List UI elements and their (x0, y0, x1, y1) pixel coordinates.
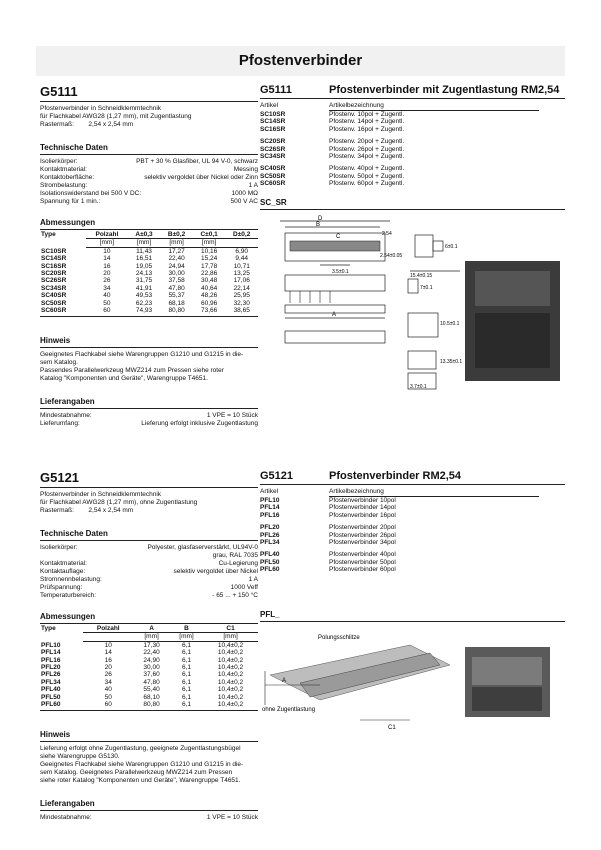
table-cell: 6,1 (182, 693, 192, 701)
table-cell: 10,4±0,2 (217, 671, 244, 679)
table-cell: 68,10 (143, 693, 160, 701)
table-cell: 30,48 (200, 277, 218, 285)
table-cell: 14 (104, 649, 112, 657)
table-cell: 26 (104, 671, 112, 679)
table-cell: 55,37 (168, 292, 185, 300)
list-item: SC40SR Pfostenv. 40pol + Zugentl. (260, 165, 405, 173)
table-row (40, 686, 258, 693)
table-cell: PFL14 (41, 649, 61, 657)
g5111-tech-list: Isolierkörper: PBT + 30 % Glasfiber, UL 94 V-0, schwarz Kontaktmaterial: Messing Kontaktoberfläche: selektiv vergoldet über Nickel oder Zinn Strombelastung: 1 A Isolationswiderstand bei 500 V DC: 1000 MΩ Spannung für 1 min.: 500 V AC (40, 158, 258, 205)
table-cell: 10,4±0,2 (217, 641, 244, 649)
table-cell: 10,4±0,2 (217, 693, 244, 701)
g5111-hint-1: Geeignetes Flachkabel siehe Warengruppen G1210 und G1215 in die- (40, 351, 244, 359)
table-row (40, 300, 258, 307)
table-cell: 16 (103, 262, 111, 270)
list-item: PFL10 Pfostenverbinder 10pol (260, 497, 396, 504)
list-item: SC60SR Pfostenv. 60pol + Zugentl. (260, 180, 405, 188)
g5111-article-list (260, 111, 565, 188)
g5121-right-header: G5121 Pfostenverbinder RM2,54 (260, 470, 462, 482)
label-c1: C1 (388, 724, 396, 731)
table-cell: 50 (104, 693, 112, 701)
g5121-tech-list: Isolierkörper: Polyester, glasfaserverstärkt, UL94V-0 grau, RAL 7035 Kontaktmaterial: Cu-Legierung Kontaktauflage: selektiv vergoldet über Nickel Stromnennbelastung: 1 A Prüfspannung: 1000 Veff Temperaturbereich: - 65 ... + 150 °C (40, 544, 258, 599)
dim-pitch: 2.54 (382, 230, 392, 237)
table-cell: PFL40 (41, 686, 61, 694)
table-cell: 6,1 (182, 701, 192, 709)
g5111-delivery-2: Lieferumfang: Lieferung erfolgt inklusive Zugentlastung (40, 420, 258, 428)
table-cell: PFL20 (41, 664, 61, 672)
table-cell: 32,30 (233, 299, 250, 307)
dim-pitch-tol: 2.54±0.05 (380, 252, 403, 259)
table-cell: 6,1 (182, 664, 192, 672)
g5111-art-colheads: Artikel Artikelbezeichnung (260, 102, 384, 109)
dim-c: C (336, 233, 341, 240)
dim-d: D (318, 215, 323, 222)
table-cell: 40 (104, 686, 112, 694)
table-cell: 25,95 (233, 292, 250, 300)
table-cell: 14 (103, 255, 111, 263)
table-cell: 19,05 (135, 262, 153, 270)
list-item: PFL20 Pfostenverbinder 20pol (260, 524, 396, 532)
table-cell: PFL50 (41, 693, 61, 701)
table-cell: 10,4±0,2 (217, 656, 244, 664)
list-item: SC14SR Pfostenv. 14pol + Zugentl. (260, 118, 405, 126)
table-cell: SC20SR (41, 270, 67, 278)
table-cell: SC60SR (41, 307, 67, 315)
dim-3-7: 3.7±0.1 (410, 383, 427, 390)
g5121-delivery-title: Lieferangaben (40, 799, 95, 809)
table-cell: 10,4±0,2 (217, 686, 244, 694)
g5121-hint-title: Hinweis (40, 730, 71, 740)
table-cell: 31,75 (135, 277, 153, 285)
table-cell: 11,43 (136, 247, 152, 255)
g5121-dim-title: Abmessungen (40, 612, 96, 621)
list-item: PFL34 Pfostenverbinder 34pol (260, 539, 396, 547)
table-row (40, 671, 258, 678)
table-cell: 10,4±0,2 (217, 701, 244, 709)
table-cell: 40,64 (200, 284, 218, 292)
list-item: PFL16 Pfostenverbinder 16pol (260, 511, 396, 519)
g5111-desc-2: für Flachkabel AWG28 (1,27 mm), mit Zugentlastung (40, 113, 192, 120)
table-cell: 10,4±0,2 (217, 678, 244, 686)
table-row (40, 307, 258, 314)
g5111-code: G5111 (40, 84, 78, 99)
g5111-hint-3: Passendes Parallelwerkzeug MWZ214 zum Pressen siehe roter (40, 367, 224, 375)
table-row (40, 657, 258, 664)
list-item: SC10SR Pfostenv. 10pol + Zugentl. (260, 111, 405, 118)
g5121-desc-1: Pfostenverbinder in Schneidklemmtechnik (40, 491, 162, 498)
table-cell: 17,06 (233, 277, 250, 285)
label-ohne-zugentlastung: ohne Zugentlastung (262, 706, 316, 713)
table-cell: 9,44 (235, 255, 249, 263)
g5121-desc-2: für Flachkabel AWG28 (1,27 mm), ohne Zugentlastung (40, 499, 198, 506)
g5121-right-column (260, 470, 565, 735)
table-cell: 60 (103, 307, 111, 315)
g5121-hint-3: Geeignetes Flachkabel siehe Warengruppen G1210 und G1215 in die- (40, 761, 244, 769)
table-cell: 6,1 (182, 641, 192, 649)
g5111-dim-table: Type Polzahl A±0,3 B±0,2 C±0,1 D±0,2 [mm] [mm] [mm] [mm] SC10SR 10 11,43 17,27 10,16 6,90 SC14SR 14 16,51 22,40 15,24 9,44 SC16SR 16 19,05 24,94 17,78 10,71 SC20SR 20 24,13 30,00 22,86 13,25 SC26SR 26 31,75 37,58 30,48 17,06 SC34SR 34 41,91 47,80 40,64 22,14 SC40SR 40 49,53 55,37 48,26 25,95 SC50SR 50 62,23 68,18 60,96 32,30 SC60SR 60 74,93 80,80 73,66 38,65 (40, 231, 258, 314)
table-cell: SC26SR (41, 277, 67, 285)
table-row (40, 679, 258, 686)
table-cell: SC14SR (41, 255, 67, 263)
table-cell: PFL60 (41, 701, 61, 709)
table-cell: 16,51 (135, 255, 153, 263)
list-item: PFL26 Pfostenverbinder 26pol (260, 531, 396, 539)
g5121-dim-table: Type Polzahl A B C1 [mm] [mm] [mm] PFL10 10 17,30 6,1 10,4±0,2 PFL14 14 22,40 6,1 10,4±0,2 PFL16 16 24,90 6,1 10,4±0,2 PFL20 20 30,00 6,1 10,4±0,2 PFL26 26 37,60 6,1 10,4±0,2 PFL34 34 47,80 6,1 10,4±0,2 PFL40 40 55,40 6,1 10,4±0,2 PFL50 50 68,10 6,1 10,4±0,2 PFL60 60 80,80 6,1 10,4±0,2 (40, 625, 258, 708)
table-cell: 20 (104, 664, 112, 672)
table-cell: 22,14 (233, 284, 250, 292)
g5111-tech-title: Technische Daten (40, 143, 108, 152)
table-cell: 47,80 (143, 678, 160, 686)
table-row (40, 277, 258, 284)
table-cell: PFL34 (41, 678, 61, 686)
table-row (40, 285, 258, 292)
table-cell: 10,4±0,2 (217, 649, 244, 657)
table-cell: 10,71 (233, 262, 250, 270)
dim-13-35: 13.35±0.1 (440, 358, 463, 365)
list-item: PFL40 Pfostenverbinder 40pol (260, 551, 396, 559)
g5111-left-column (40, 84, 258, 428)
g5111-hint-title: Hinweis (40, 336, 71, 346)
table-cell: 10 (103, 247, 111, 255)
dim-a: A (332, 311, 337, 318)
dim-3-5: 3.5±0.1 (332, 268, 349, 275)
g5121-delivery-1: Mindestabnahme: 1 VPE = 10 Stück (40, 814, 258, 822)
g5121-hint-2: siehe Warengruppe G5130. (40, 753, 120, 761)
table-cell: 10,4±0,2 (217, 664, 244, 672)
sc-connector-side-outline (415, 235, 433, 257)
g5121-code: G5121 (40, 470, 80, 485)
list-item: SC50SR Pfostenv. 50pol + Zugentl. (260, 172, 405, 180)
table-cell: 17,27 (168, 247, 185, 255)
table-cell: 40 (103, 292, 111, 300)
table-cell: SC50SR (41, 299, 67, 307)
g5121-diagram-title: PFL_ (260, 609, 280, 619)
table-cell: 6,1 (182, 678, 192, 686)
table-cell: 6,1 (182, 649, 192, 657)
sc-connector-front-outline (285, 275, 385, 291)
g5111-dim-title: Abmessungen (40, 218, 96, 227)
table-row (40, 664, 258, 671)
table-cell: 24,94 (168, 262, 185, 270)
table-row (40, 292, 258, 299)
dim-7: 7±0.1 (420, 284, 433, 291)
table-row (40, 263, 258, 270)
list-item: PFL50 Pfostenverbinder 50pol (260, 558, 396, 566)
table-cell: 24,13 (135, 270, 153, 278)
table-cell: PFL10 (41, 641, 61, 649)
table-cell: 22,40 (143, 649, 160, 657)
table-cell: 80,80 (168, 307, 185, 315)
table-row (40, 694, 258, 701)
list-item: SC20SR Pfostenv. 20pol + Zugentl. (260, 138, 405, 146)
table-cell: 49,53 (135, 292, 153, 300)
table-cell: 26 (103, 277, 111, 285)
table-cell: 34 (103, 284, 111, 292)
dim-15-4: 15.4±0.15 (410, 272, 433, 279)
table-row (40, 701, 258, 708)
table-row (40, 255, 258, 262)
g5121-article-list (260, 497, 565, 574)
table-cell: SC34SR (41, 284, 67, 292)
table-row (40, 247, 258, 255)
label-polungsschlitze: Polungsschlitze (318, 634, 360, 641)
list-item: SC26SR Pfostenv. 26pol + Zugentl. (260, 145, 405, 153)
table-cell: 30,00 (168, 270, 185, 278)
g5111-hint-2: sem Katalog. (40, 359, 78, 367)
g5121-raster: Rastermaß: 2,54 x 2,54 mm (40, 507, 134, 514)
table-cell: 34 (104, 678, 112, 686)
table-cell: 50 (103, 299, 111, 307)
table-cell: 22,40 (168, 255, 185, 263)
pfl-diagram (260, 625, 565, 735)
g5111-delivery-1: Mindestabnahme: 1 VPE = 10 Stück (40, 412, 258, 420)
table-cell: 80,80 (143, 701, 160, 709)
table-cell: 47,80 (168, 284, 185, 292)
g5111-hint-4: Katalog "Komponenten und Geräte", Warengruppe T4651. (40, 375, 208, 383)
table-cell: SC40SR (41, 292, 67, 300)
table-cell: 73,66 (200, 307, 218, 315)
table-cell: 24,90 (143, 656, 160, 664)
table-cell: 17,78 (200, 262, 218, 270)
g5121-left-column (40, 470, 258, 822)
table-cell: SC16SR (41, 262, 67, 270)
g5121-hint-4: sem Katalog. Geeignetes Parallelwerkzeug MWZ214 zum Pressen (40, 769, 233, 777)
list-item: PFL60 Pfostenverbinder 60pol (260, 566, 396, 574)
table-cell: 6,1 (182, 656, 192, 664)
list-item: PFL14 Pfostenverbinder 14pol (260, 504, 396, 512)
g5121-art-colheads: Artikel Artikelbezeichnung (260, 488, 384, 495)
table-cell: SC10SR (41, 247, 67, 255)
table-cell: 17,30 (143, 641, 160, 649)
table-cell: 41,91 (135, 284, 153, 292)
g5121-tech-title: Technische Daten (40, 529, 108, 538)
dim-10-5: 10.5±0.1 (440, 320, 460, 327)
table-cell: 62,23 (135, 299, 153, 307)
table-cell: 22,86 (200, 270, 218, 278)
table-cell: 74,93 (135, 307, 153, 315)
table-cell: 37,58 (168, 277, 185, 285)
g5121-hint-5: siehe roter Katalog "Komponenten und Geräte", Warengruppe T4651. (40, 777, 241, 785)
dim-b: B (316, 221, 321, 228)
table-cell: PFL26 (41, 671, 61, 679)
table-cell: PFL16 (41, 656, 61, 664)
table-cell: 30,00 (143, 664, 160, 672)
table-row (40, 270, 258, 277)
table-cell: 60,96 (200, 299, 218, 307)
page-title: Pfostenverbinder (238, 52, 363, 69)
table-cell: 6,1 (182, 686, 192, 694)
sc-sr-diagram (260, 213, 565, 393)
list-item: SC34SR Pfostenv. 34pol + Zugentl. (260, 153, 405, 161)
table-cell: 37,60 (143, 671, 160, 679)
table-cell: 10,16 (200, 247, 218, 255)
table-cell: 15,24 (200, 255, 218, 263)
table-row (40, 641, 258, 649)
g5111-raster: Rastermaß: 2,54 x 2,54 mm (40, 121, 134, 128)
table-cell: 55,40 (143, 686, 160, 694)
table-cell: 20 (103, 270, 111, 278)
table-cell: 10 (104, 641, 112, 649)
table-cell: 38,65 (233, 307, 250, 315)
table-row (40, 649, 258, 656)
label-a: A (282, 677, 287, 684)
table-cell: 48,26 (200, 292, 218, 300)
table-cell: 6,90 (235, 247, 249, 255)
g5111-delivery-title: Lieferangaben (40, 397, 95, 407)
list-item: SC16SR Pfostenv. 16pol + Zugentl. (260, 125, 405, 133)
table-cell: 68,18 (168, 299, 185, 307)
table-cell: 13,25 (233, 270, 250, 278)
table-cell: 60 (104, 701, 112, 709)
g5111-right-header: G5111 Pfostenverbinder mit Zugentlastung RM2,54 (260, 84, 560, 96)
dim-6: 6±0.1 (445, 243, 458, 250)
g5121-hint-1: Lieferung erfolgt ohne Zugentlastung, geeignete Zugentlastungsbügel (40, 745, 241, 753)
g5111-desc-1: Pfostenverbinder in Schneidklemmtechnik (40, 105, 162, 112)
g5111-right-column (260, 84, 565, 393)
table-cell: 6,1 (182, 671, 192, 679)
table-cell: 16 (104, 656, 112, 664)
g5111-diagram-title: SC_SR (260, 197, 287, 207)
